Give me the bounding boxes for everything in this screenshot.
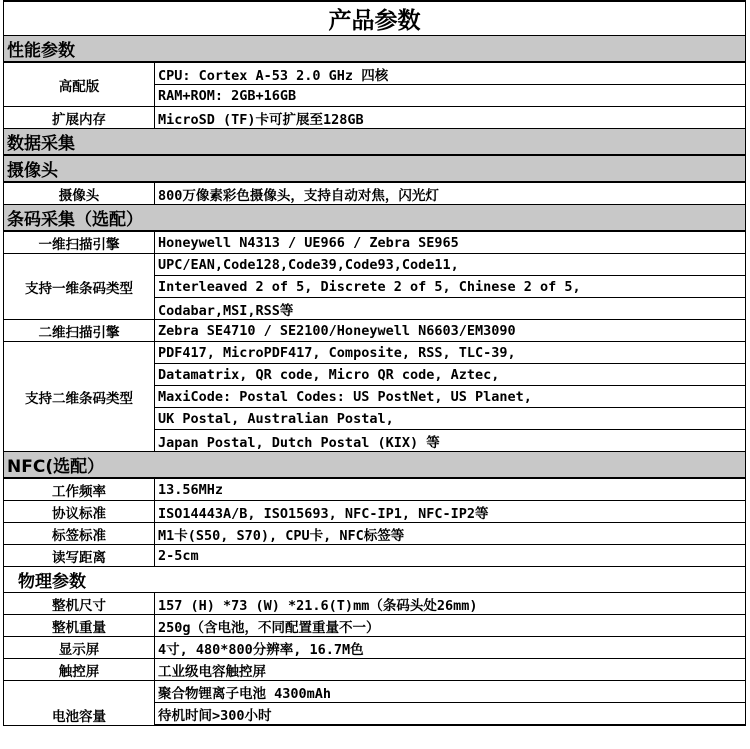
touch-label: 触控屏: [4, 659, 155, 681]
display-value: 4寸, 480*800分辨率, 16.7M色: [155, 637, 746, 659]
display-label: 显示屏: [4, 637, 155, 659]
types1d-line: Interleaved 2 of 5, Discrete 2 of 5, Chinese 2 of 5,: [155, 276, 746, 298]
scan2d-label: 二维扫描引擎: [4, 320, 155, 342]
section-data-collection: 数据采集: [4, 129, 746, 156]
distance-value: 2-5cm: [155, 545, 746, 567]
expand-value: MicroSD (TF)卡可扩展至128GB: [155, 107, 746, 129]
types2d-label: 支持二维条码类型: [4, 342, 155, 452]
tag-value: M1卡(S50, S70), CPU卡, NFC标签等: [155, 523, 746, 545]
weight-label: 整机重量: [4, 615, 155, 637]
types2d-line: Datamatrix, QR code, Micro QR code, Aztec,: [155, 364, 746, 386]
spec-table: [3, 0, 746, 726]
size-label: 整机尺寸: [4, 593, 155, 615]
section-barcode: 条码采集（选配）: [4, 205, 746, 232]
camera-value: 800万像素彩色摄像头，支持自动对焦，闪光灯: [155, 182, 746, 205]
types2d-line: PDF417, MicroPDF417, Composite, RSS, TLC-39,: [155, 342, 746, 364]
section-nfc: NFC(选配）: [4, 452, 746, 479]
types2d-line: UK Postal, Australian Postal,: [155, 408, 746, 430]
freq-value: 13.56MHz: [155, 478, 746, 501]
high-config-label: 高配版: [4, 62, 155, 107]
tag-label: 标签标准: [4, 523, 155, 545]
types1d-label: 支持一维条码类型: [4, 254, 155, 320]
freq-label: 工作频率: [4, 478, 155, 501]
battery-label: 电池容量: [4, 681, 155, 726]
protocol-label: 协议标准: [4, 501, 155, 523]
scan2d-value: Zebra SE4710 / SE2100/Honeywell N6603/EM3090: [155, 320, 746, 342]
scan1d-value: Honeywell N4313 / UE966 / Zebra SE965: [155, 231, 746, 254]
types2d-line: Japan Postal, Dutch Postal (KIX) 等: [155, 430, 746, 452]
types1d-line: UPC/EAN,Code128,Code39,Code93,Code11,: [155, 254, 746, 276]
scan1d-label: 一维扫描引擎: [4, 231, 155, 254]
weight-value: 250g（含电池，不同配置重量不一）: [155, 615, 746, 637]
camera-label: 摄像头: [4, 182, 155, 205]
page-title: 产品参数: [4, 1, 746, 36]
protocol-value: ISO14443A/B, ISO15693, NFC-IP1, NFC-IP2等: [155, 501, 746, 523]
distance-label: 读写距离: [4, 545, 155, 567]
section-performance: 性能参数: [4, 36, 746, 63]
ram-value: RAM+ROM: 2GB+16GB: [155, 85, 746, 107]
types2d-line: MaxiCode: Postal Codes: US PostNet, US Planet,: [155, 386, 746, 408]
expand-label: 扩展内存: [4, 107, 155, 129]
battery-line: 聚合物锂离子电池 4300mAh: [155, 681, 746, 703]
section-physical: 物理参数: [4, 567, 746, 593]
touch-value: 工业级电容触控屏: [155, 659, 746, 681]
section-camera: 摄像头: [4, 155, 746, 182]
cpu-value: CPU: Cortex A-53 2.0 GHz 四核: [155, 62, 746, 85]
battery-line: 待机时间>300小时: [155, 703, 746, 726]
size-value: 157 (H) *73 (W) *21.6(T)mm（条码头处26mm): [155, 593, 746, 615]
types1d-line: Codabar,MSI,RSS等: [155, 298, 746, 320]
